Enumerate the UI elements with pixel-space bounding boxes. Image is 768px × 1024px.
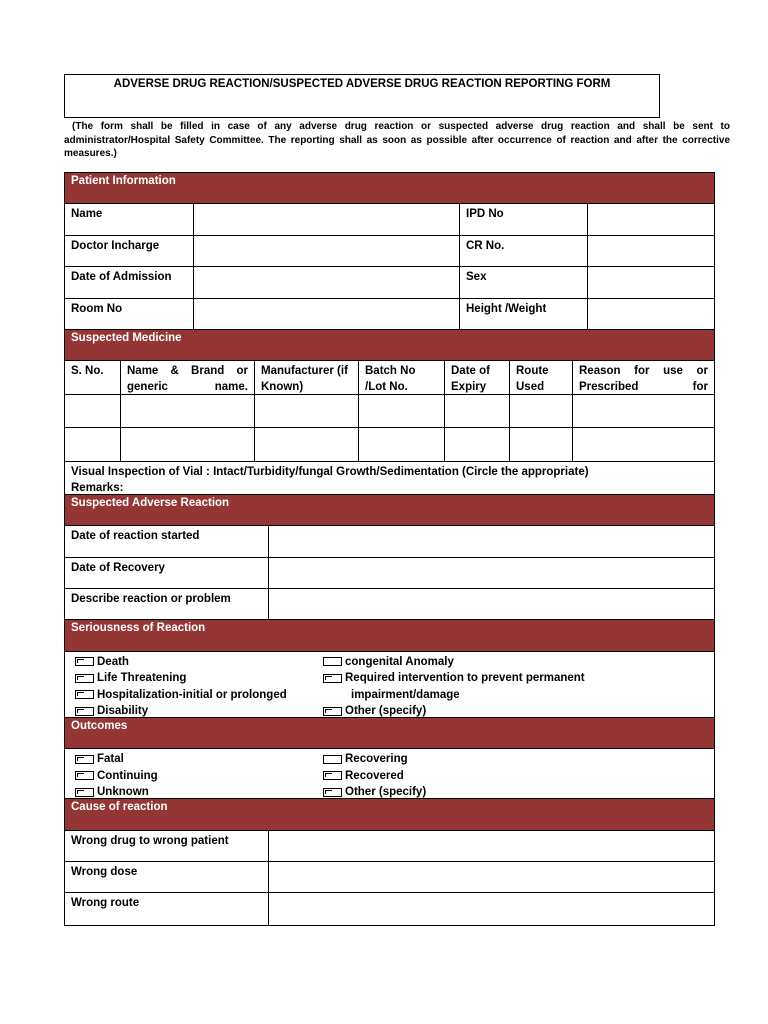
section-cause-of-reaction: Cause of reaction: [65, 799, 714, 830]
col-s-no: S. No.: [65, 361, 121, 394]
option-fatal[interactable]: Fatal: [75, 751, 313, 767]
outcome-options: [65, 749, 714, 799]
checkbox-icon[interactable]: [323, 674, 342, 683]
wrong-drug-field[interactable]: [269, 831, 714, 861]
form-instructions: (The form shall be filled in case of any adverse drug reaction or suspected adverse drug reaction and shall be sent to administrator/Hospital Safety Committee. The reporting shall as soon as possible after occurrence of reaction and after the corrective measures.): [64, 121, 730, 159]
wrong-drug-label: Wrong drug to wrong patient: [65, 831, 269, 861]
section-outcomes: Outcomes: [65, 718, 714, 749]
room-no-field[interactable]: [194, 299, 460, 329]
medicine-table-header: [65, 361, 714, 395]
table-cell[interactable]: [255, 395, 359, 428]
table-row: [65, 267, 714, 298]
option-other-specify[interactable]: Other (specify): [323, 703, 713, 719]
option-disability[interactable]: Disability: [75, 703, 313, 719]
option-required-intervention-continued: impairment/damage: [351, 688, 460, 701]
table-row: [65, 893, 714, 924]
option-life-threatening[interactable]: Life Threatening: [75, 670, 313, 686]
describe-reaction-field[interactable]: [269, 589, 714, 619]
option-recovered[interactable]: Recovered: [323, 768, 713, 784]
table-row: [65, 395, 714, 429]
wrong-route-label: Wrong route: [65, 893, 269, 924]
option-recovering[interactable]: Recovering: [323, 751, 713, 767]
seriousness-left-column: [65, 652, 313, 717]
sex-label: Sex: [460, 267, 588, 297]
table-cell[interactable]: [445, 428, 510, 461]
section-suspected-medicine: Suspected Medicine: [65, 330, 714, 361]
table-cell[interactable]: [359, 428, 445, 461]
table-cell[interactable]: [510, 428, 573, 461]
cr-no-label: CR No.: [460, 236, 588, 266]
sex-field[interactable]: [588, 267, 714, 297]
checkbox-icon[interactable]: [75, 690, 94, 699]
option-death[interactable]: Death: [75, 654, 313, 670]
checkbox-icon[interactable]: [75, 788, 94, 797]
wrong-route-field[interactable]: [269, 893, 714, 924]
checkbox-icon[interactable]: [75, 674, 94, 683]
height-weight-label: Height /Weight: [460, 299, 588, 329]
doctor-incharge-label: Doctor Incharge: [65, 236, 194, 266]
describe-reaction-label: Describe reaction or problem: [65, 589, 269, 619]
date-of-admission-field[interactable]: [194, 267, 460, 297]
option-required-intervention[interactable]: Required intervention to prevent permanent: [323, 670, 713, 686]
checkbox-icon[interactable]: [323, 788, 342, 797]
remarks-label: Remarks:: [71, 481, 124, 494]
option-outcome-other-specify[interactable]: Other (specify): [323, 784, 713, 800]
section-seriousness-of-reaction: Seriousness of Reaction: [65, 620, 714, 651]
checkbox-icon[interactable]: [75, 755, 94, 764]
date-reaction-started-field[interactable]: [269, 526, 714, 556]
checkbox-icon[interactable]: [75, 771, 94, 780]
option-continuing[interactable]: Continuing: [75, 768, 313, 784]
table-cell[interactable]: [510, 395, 573, 428]
table-row: [65, 299, 714, 330]
height-weight-field[interactable]: [588, 299, 714, 329]
checkbox-icon[interactable]: [323, 755, 342, 764]
checkbox-icon[interactable]: [323, 771, 342, 780]
table-row: [65, 831, 714, 862]
col-manufacturer: Manufacturer (if Known): [255, 361, 359, 394]
table-row: [65, 589, 714, 620]
visual-inspection-row: [65, 462, 714, 495]
table-cell[interactable]: [255, 428, 359, 461]
outcomes-right-column: [313, 749, 713, 798]
visual-inspection-text: Visual Inspection of Vial : Intact/Turbidity/fungal Growth/Sedimentation (Circle the appropriate): [71, 465, 589, 478]
col-name-brand: Name & Brand or generic name.: [121, 361, 255, 394]
table-cell[interactable]: [65, 428, 121, 461]
checkbox-icon[interactable]: [75, 657, 94, 666]
checkbox-icon[interactable]: [323, 707, 342, 716]
table-cell[interactable]: [121, 428, 255, 461]
date-reaction-started-label: Date of reaction started: [65, 526, 269, 556]
option-hospitalization[interactable]: Hospitalization-initial or prolonged: [75, 687, 313, 703]
table-row: [65, 204, 714, 235]
name-label: Name: [65, 204, 194, 234]
seriousness-right-column: [313, 652, 713, 717]
table-cell[interactable]: [445, 395, 510, 428]
col-route-used: Route Used: [510, 361, 573, 394]
room-no-label: Room No: [65, 299, 194, 329]
table-cell[interactable]: [573, 428, 714, 461]
ipd-no-label: IPD No: [460, 204, 588, 234]
table-row: [65, 428, 714, 462]
option-unknown[interactable]: Unknown: [75, 784, 313, 800]
option-congenital-anomaly[interactable]: congenital Anomaly: [323, 654, 713, 670]
table-row: [65, 526, 714, 557]
table-row: [65, 862, 714, 893]
date-of-recovery-label: Date of Recovery: [65, 558, 269, 588]
col-reason-for-use: Reason for use or Prescribed for: [579, 365, 708, 394]
seriousness-options: [65, 652, 714, 718]
col-date-of-expiry: Date of Expiry: [445, 361, 510, 394]
date-of-admission-label: Date of Admission: [65, 267, 194, 297]
table-row: [65, 558, 714, 589]
col-batch-no: Batch No /Lot No.: [359, 361, 445, 394]
table-cell[interactable]: [359, 395, 445, 428]
doctor-incharge-field[interactable]: [194, 236, 460, 266]
visual-inspection-cell[interactable]: [65, 462, 714, 494]
section-patient-information: Patient Information: [65, 173, 714, 204]
name-field[interactable]: [194, 204, 460, 234]
table-cell[interactable]: [65, 395, 121, 428]
wrong-dose-field[interactable]: [269, 862, 714, 892]
table-row: [65, 236, 714, 267]
table-cell[interactable]: [573, 395, 714, 428]
outcomes-left-column: [65, 749, 313, 798]
section-suspected-adverse-reaction: Suspected Adverse Reaction: [65, 495, 714, 526]
table-cell[interactable]: [121, 395, 255, 428]
date-of-recovery-field[interactable]: [269, 558, 714, 588]
form-title: ADVERSE DRUG REACTION/SUSPECTED ADVERSE DRUG REACTION REPORTING FORM: [64, 74, 660, 118]
cr-no-field[interactable]: [588, 236, 714, 266]
wrong-dose-label: Wrong dose: [65, 862, 269, 892]
ipd-no-field[interactable]: [588, 204, 714, 234]
checkbox-icon[interactable]: [75, 707, 94, 716]
reporting-form: [64, 172, 715, 926]
checkbox-icon[interactable]: [323, 657, 342, 666]
